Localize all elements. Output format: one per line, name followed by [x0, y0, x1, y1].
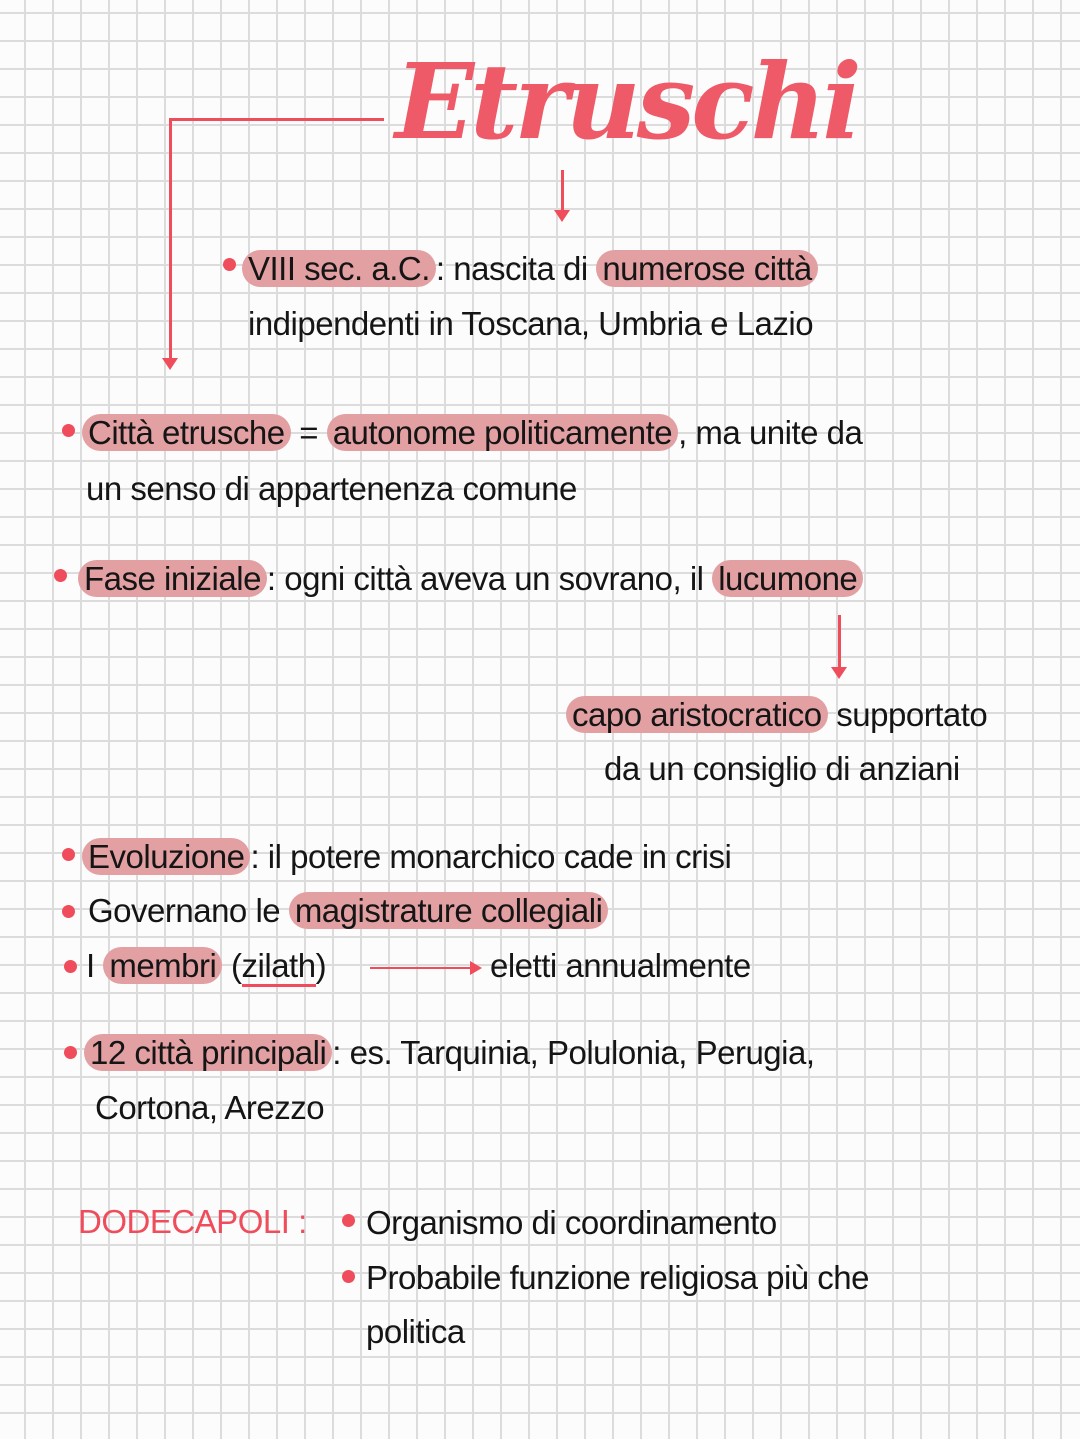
note-line	[82, 414, 862, 452]
label: DODECAPOLI	[78, 1203, 290, 1240]
note-line	[242, 250, 818, 288]
bullet-icon	[64, 1046, 77, 1059]
arrow-down-icon	[162, 358, 178, 370]
bullet-icon	[62, 905, 75, 918]
note-line: indipendenti in Toscana, Umbria e Lazio	[248, 305, 814, 342]
note-line	[84, 1034, 815, 1072]
page-title: Etruschi	[395, 40, 858, 163]
arrow-line	[370, 967, 470, 969]
text: )	[315, 947, 327, 984]
text: supportato	[827, 696, 988, 733]
highlight: magistrature collegiali	[289, 892, 609, 929]
bullet-icon	[64, 960, 77, 973]
highlight: membri	[103, 947, 222, 984]
highlight: capo aristocratico	[566, 696, 828, 733]
bullet-icon	[342, 1270, 355, 1283]
text: : nascita di	[435, 250, 597, 287]
bullet-icon	[62, 848, 75, 861]
highlight: Evoluzione	[82, 838, 250, 875]
connector-line	[169, 118, 384, 121]
note-line	[566, 696, 987, 734]
text: : ogni città aveva un sovrano, il	[266, 560, 713, 597]
highlight: autonome politicamente	[327, 414, 678, 451]
bullet-icon	[223, 258, 236, 271]
bullet-icon	[54, 569, 67, 582]
highlight: 12 città principali	[84, 1034, 332, 1071]
arrow-down-icon	[831, 667, 847, 679]
text: , ma unite da	[678, 414, 863, 451]
note-line: Probabile funzione religiosa più che	[366, 1259, 870, 1296]
connector-line	[169, 118, 172, 358]
highlight: Città etrusche	[82, 414, 291, 451]
arrow-right-icon	[470, 961, 482, 975]
connector-line	[838, 615, 841, 667]
arrow-down-icon	[554, 210, 570, 222]
note-line: da un consiglio di anziani	[604, 750, 960, 787]
bullet-icon	[342, 1214, 355, 1227]
note-line	[86, 947, 326, 985]
note-line: Cortona, Arezzo	[95, 1089, 325, 1126]
note-line	[82, 838, 731, 876]
text: : es. Tarquinia, Polulonia, Perugia,	[332, 1034, 815, 1071]
connector-line	[561, 170, 564, 210]
highlight: numerose città	[596, 250, 817, 287]
highlight: Fase iniziale	[78, 560, 267, 597]
note-line	[88, 892, 608, 930]
text: =	[290, 414, 327, 451]
colon: :	[298, 1203, 307, 1240]
highlight: lucumone	[712, 560, 863, 597]
note-line: eletti annualmente	[490, 947, 751, 984]
dodecapoli-label	[78, 1203, 307, 1241]
note-line: Organismo di coordinamento	[366, 1204, 777, 1241]
note-line: un senso di appartenenza comune	[86, 470, 577, 507]
note-line	[78, 560, 863, 598]
text: (	[222, 947, 242, 984]
note-line: politica	[366, 1313, 465, 1350]
text: Governano le	[88, 892, 289, 929]
text: : il potere monarchico cade in crisi	[250, 838, 732, 875]
highlight: VIII sec. a.C.	[242, 250, 436, 287]
text: I	[86, 947, 104, 984]
underlined-term: zilath	[242, 947, 316, 987]
bullet-icon	[62, 424, 75, 437]
